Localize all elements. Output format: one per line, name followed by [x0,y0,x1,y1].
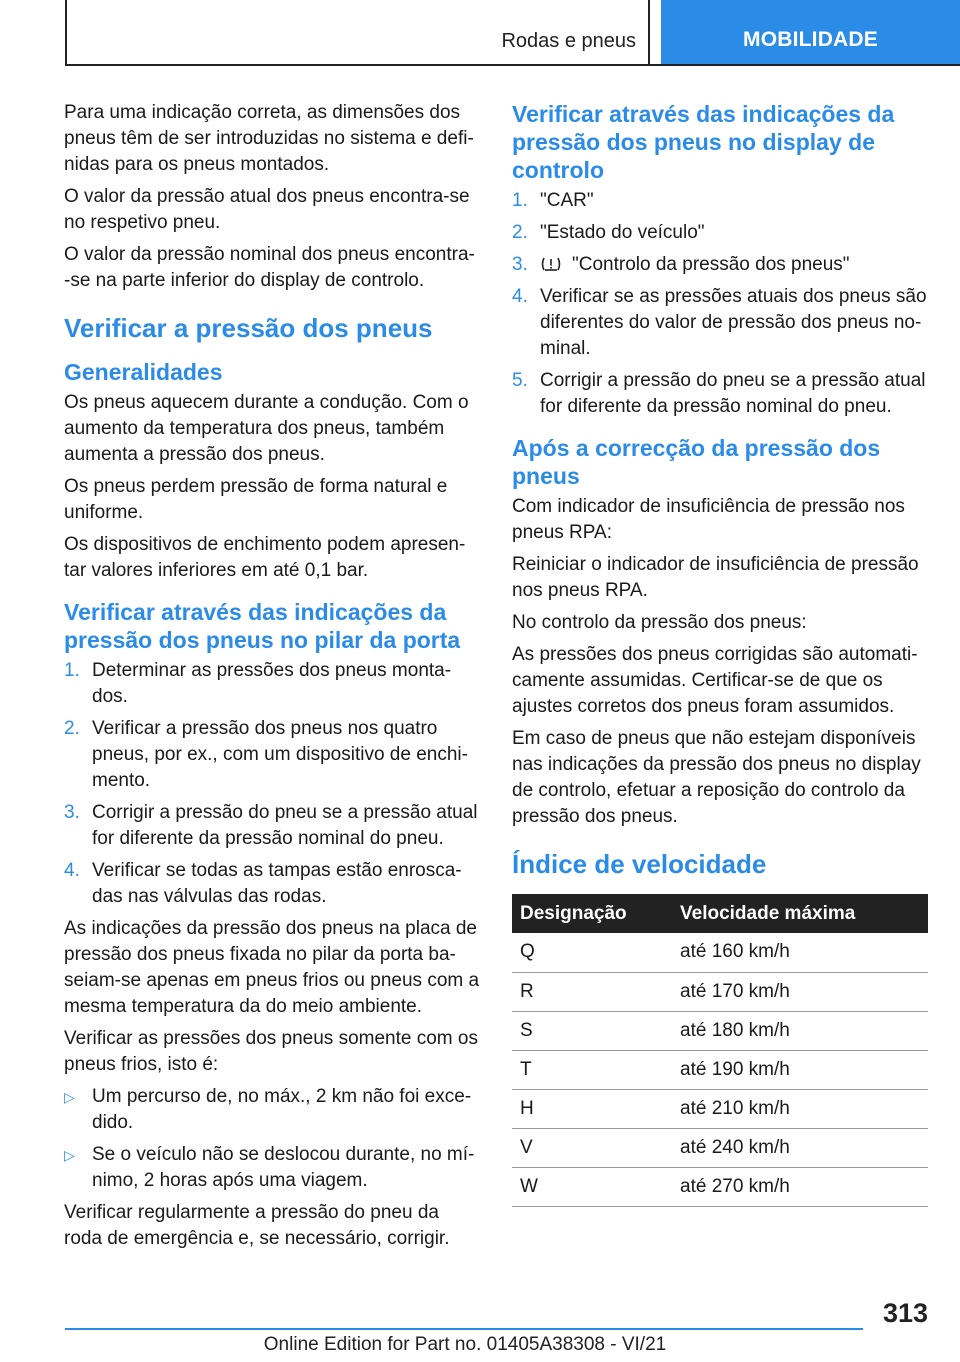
bullet-list [64,1084,480,1194]
header-divider-right [648,0,650,66]
column-header: Designação [512,894,672,933]
left-column [64,100,480,1258]
table-cell: até 160 km/h [672,933,928,972]
paragraph: No controlo da pressão dos pneus: [512,612,807,633]
table-row [512,933,928,972]
table-row [512,1050,928,1089]
paragraph: As pressões dos pneus corrigidas são automati-camente assumidas. Certificar-se de que os ajustes corretos dos pneus foram assumidos. [512,644,918,717]
table-cell: T [512,1050,672,1089]
header-rule [65,64,960,66]
column-header: Velocidade máxima [672,894,928,933]
step-text: "Controlo da pressão dos pneus" [572,254,850,275]
paragraph: O valor da pressão nominal dos pneus encontra--se na parte inferior do display de controlo. [64,244,475,291]
paragraph: Os pneus aquecem durante a condução. Com o aumento da temperatura dos pneus, também aumenta a pressão dos pneus. [64,392,469,465]
list-item [512,252,928,278]
heading-check-pressure: Verificar a pressão dos pneus [64,313,433,343]
table-row [512,1089,928,1128]
table-cell: até 170 km/h [672,972,928,1011]
paragraph: Verificar regularmente a pressão do pneu da roda de emergência e, se necessário, corrigir. [64,1202,450,1249]
step-number: 5. [512,370,528,391]
list-item [64,800,480,852]
step-number: 4. [512,286,528,307]
table-cell: S [512,1011,672,1050]
bullet-text: Um percurso de, no máx., 2 km não foi exce-dido. [92,1086,472,1133]
table-cell: W [512,1167,672,1206]
step-number: 1. [512,190,528,211]
table-cell: H [512,1089,672,1128]
table-cell: até 180 km/h [672,1011,928,1050]
table-cell: Q [512,933,672,972]
table-row [512,1167,928,1206]
paragraph: Reiniciar o indicador de insuficiência de pressão nos pneus RPA. [512,554,919,601]
table-cell: até 210 km/h [672,1089,928,1128]
footer-rule [65,1328,863,1330]
table-cell: até 270 km/h [672,1167,928,1206]
step-text: "CAR" [540,190,594,211]
edition-footer: Online Edition for Part no. 01405A38308 - VI/21 [263,1334,667,1355]
paragraph: Em caso de pneus que não estejam disponíveis nas indicações da pressão dos pneus no display de controlo, efetuar a reposição do controlo da pressão dos pneus. [512,728,921,827]
paragraph: Para uma indicação correta, as dimensões dos pneus têm de ser introduzidas no sistema e defi-nidas para os pneus montados. [64,102,474,175]
bullet-text: Se o veículo não se deslocou durante, no mí-nimo, 2 horas após uma viagem. [92,1144,475,1191]
triangle-bullet-icon: ▷ [64,1147,75,1163]
heading-speed-index: Índice de velocidade [512,849,767,879]
right-column [512,100,928,1207]
page-header [0,0,960,66]
section-title: Rodas e pneus [501,30,636,52]
heading-after-correction: Após a correcção da pressão dos pneus [512,435,881,489]
table-cell: até 240 km/h [672,1128,928,1167]
step-number: 2. [512,222,528,243]
step-number: 2. [64,718,80,739]
speed-index-table [512,894,928,1207]
list-item [512,368,928,420]
list-item [512,284,928,362]
paragraph: O valor da pressão atual dos pneus encontra-se no respetivo pneu. [64,186,470,233]
step-text: Verificar se todas as tampas estão enrosca-das nas válvulas das rodas. [92,860,462,907]
tire-pressure-warning-icon [540,256,562,272]
list-item [64,716,480,794]
step-text: Corrigir a pressão do pneu se a pressão atual for diferente da pressão nominal do pneu. [92,802,478,849]
paragraph: Verificar as pressões dos pneus somente com os pneus frios, isto é: [64,1028,478,1075]
step-text: Corrigir a pressão do pneu se a pressão atual for diferente da pressão nominal do pneu. [540,370,926,417]
paragraph: Com indicador de insuficiência de pressão nos pneus RPA: [512,496,905,543]
steps-list [512,188,928,420]
step-text: Determinar as pressões dos pneus monta-dos. [92,660,452,707]
list-item [64,858,480,910]
list-item [512,188,928,214]
list-item [512,220,928,246]
step-number: 1. [64,660,80,681]
table-cell: até 190 km/h [672,1050,928,1089]
table-row [512,1011,928,1050]
heading-control-display: Verificar através das indicações da pressão dos pneus no display de controlo [512,101,895,183]
page-number: 313 [882,1298,928,1328]
table-row [512,1128,928,1167]
chapter-tab[interactable]: MOBILIDADE [661,0,960,64]
step-number: 4. [64,860,80,881]
list-item [64,658,480,710]
heading-general: Generalidades [64,359,223,385]
step-number: 3. [512,254,528,275]
table-cell: V [512,1128,672,1167]
step-text: "Estado do veículo" [540,222,705,243]
paragraph: As indicações da pressão dos pneus na placa de pressão dos pneus fixada no pilar da porta ba-seiam-se apenas em pneus frios ou pneus com a mesma temperatura da do meio ambiente. [64,918,480,1017]
step-text: Verificar a pressão dos pneus nos quatro pneus, por ex., com um dispositivo de enchi-mento. [92,718,468,791]
table-cell: R [512,972,672,1011]
step-number: 3. [64,802,80,823]
paragraph: Os pneus perdem pressão de forma natural e uniforme. [64,476,448,523]
list-item [64,1142,480,1194]
steps-list [64,658,480,910]
table-header-row [512,894,928,933]
triangle-bullet-icon: ▷ [64,1089,75,1105]
step-text: Verificar se as pressões atuais dos pneus são diferentes do valor de pressão dos pneus no-minal. [540,286,927,359]
header-divider-left [65,0,67,66]
table-row [512,972,928,1011]
heading-door-pillar: Verificar através das indicações da pressão dos pneus no pilar da porta [64,599,461,653]
list-item [64,1084,480,1136]
paragraph: Os dispositivos de enchimento podem apresen-tar valores inferiores em até 0,1 bar. [64,534,466,581]
